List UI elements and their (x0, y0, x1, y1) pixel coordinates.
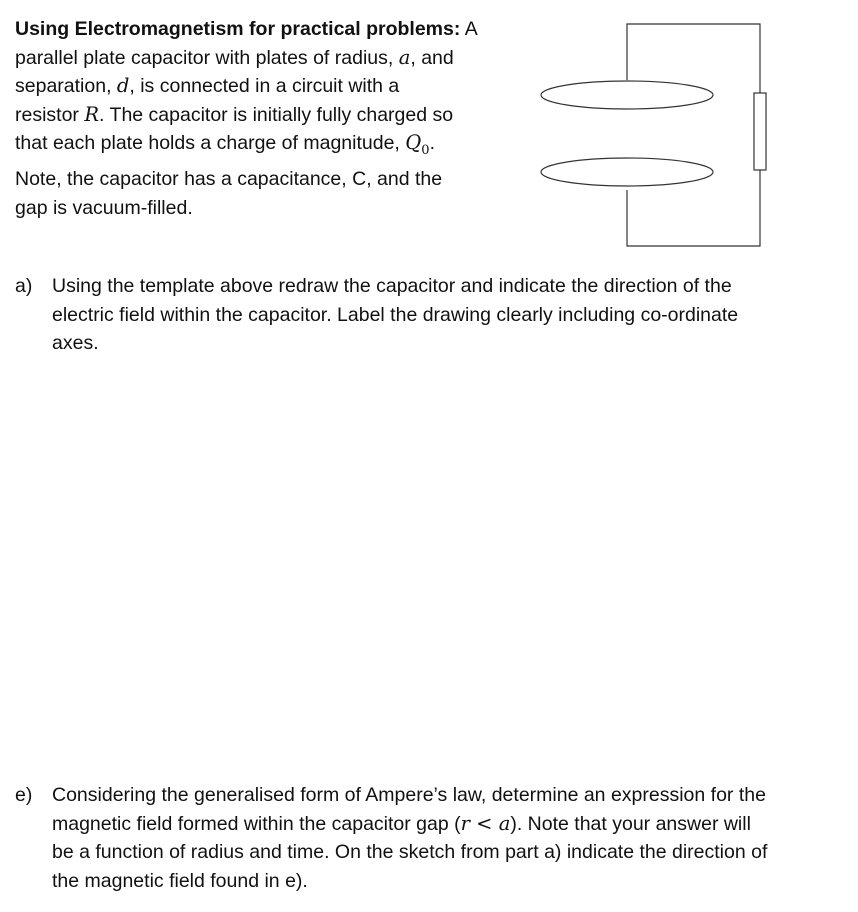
question-a-line: electric field within the capacitor. Label the drawing clearly including co-ordinate (52, 303, 739, 326)
question-a-line: Using the template above redraw the capacitor and indicate the direction of the (52, 275, 732, 297)
intro-text: resistor (15, 103, 85, 126)
question-e-line: the magnetic field found in e). (52, 869, 308, 892)
question-e-line (52, 810, 767, 839)
intro-line-7: gap is vacuum-filled. (15, 196, 193, 219)
question-e-label: e) (15, 784, 33, 806)
question-e-text: ). Note that your answer will (510, 812, 751, 835)
intro-text: , and (410, 46, 454, 69)
intro-text: separation, (15, 75, 117, 97)
var-r: r (460, 811, 470, 835)
question-e-line: be a function of radius and time. On the sketch from part a) indicate the direction of (52, 841, 768, 863)
question-a-label: a) (15, 275, 33, 297)
intro-text: . (429, 132, 435, 154)
question-e-line: Considering the generalised form of Ampere’s law, determine an expression for the (52, 784, 766, 806)
capacitor-plate-bottom (541, 158, 713, 186)
question-e (15, 781, 855, 901)
intro-text: that each plate holds a charge of magnitude, (15, 132, 406, 154)
intro-line-6: Note, the capacitor has a capacitance, C, and the (15, 168, 443, 191)
capacitor-plate-top (541, 81, 713, 109)
question-a (15, 272, 845, 362)
intro-text: A (460, 18, 478, 40)
var-R: R (84, 102, 100, 126)
capacitor-circuit-diagram (0, 0, 858, 260)
intro-text: parallel plate capacitor with plates of radius, (15, 46, 399, 69)
question-a-line: axes. (52, 332, 99, 354)
question-e-text (52, 781, 767, 895)
less-than-symbol: < (469, 811, 499, 835)
intro-heading: Using Electromagnetism for practical problems: (15, 18, 461, 40)
var-a: a (498, 811, 511, 835)
resistor (754, 93, 766, 170)
var-a: a (398, 45, 411, 69)
intro-text: , is connected in a circuit with a (129, 75, 400, 97)
var-d: d (116, 74, 130, 97)
question-a-text (52, 272, 738, 358)
question-e-text: magnetic field formed within the capacitor gap ( (52, 812, 461, 835)
intro-text: . The capacitor is initially fully charged so (99, 103, 454, 126)
var-Q-subscript: 0 (421, 142, 430, 158)
var-Q: Q (405, 131, 422, 154)
